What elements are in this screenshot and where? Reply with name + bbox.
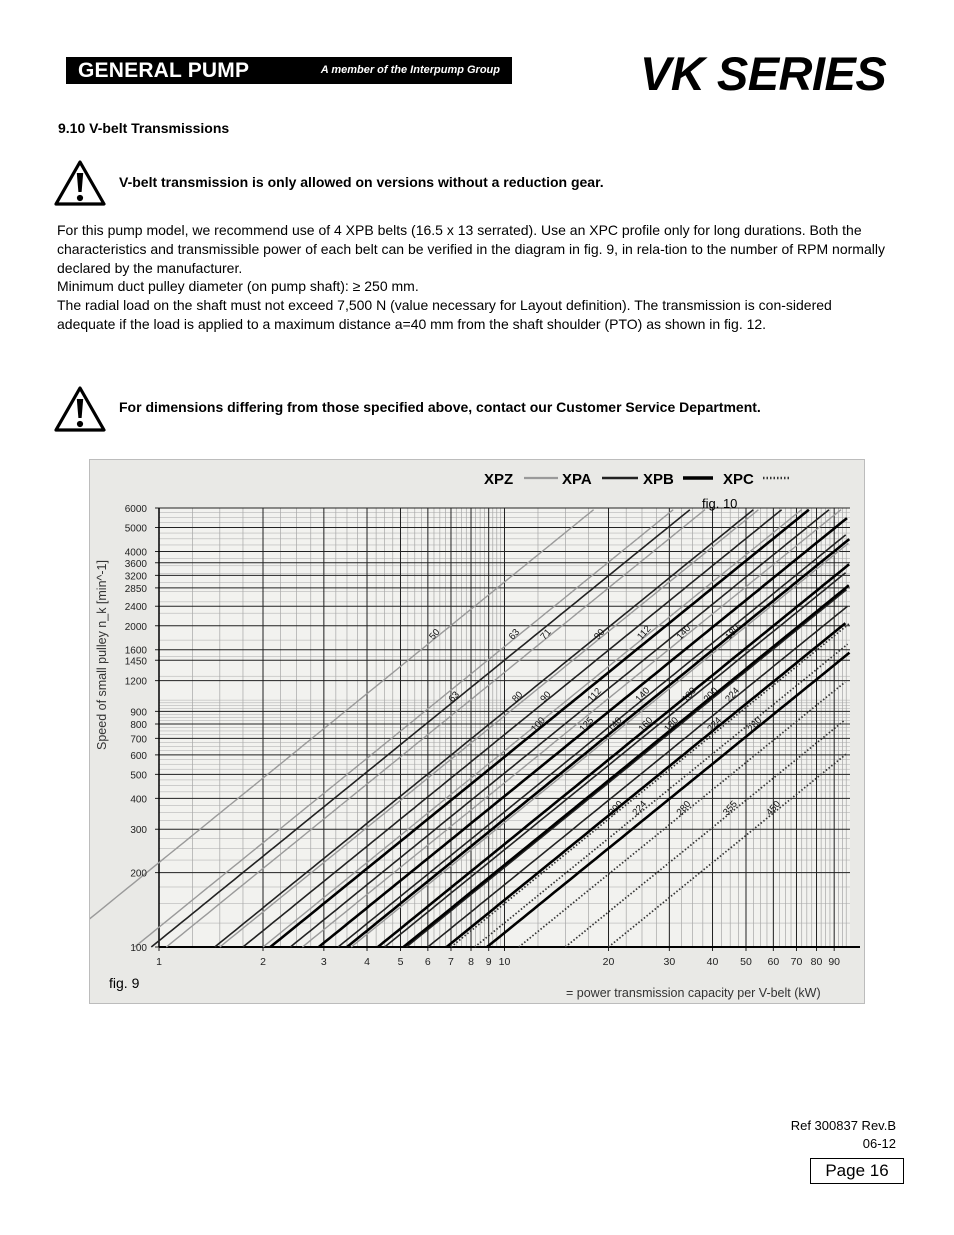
y-tick-label: 3600 [124,558,147,570]
diameter-label-xpz-63: 63 [506,627,523,643]
y-tick-label: 200 [130,868,147,880]
x-tick-label: 7 [448,956,454,968]
x-axis-label: = power transmission capacity per V-belt (kW) [566,986,821,1000]
diameter-label-xpz-140: 140 [674,623,694,643]
y-tick-label: 800 [130,720,147,732]
diameter-label-xpa-90: 90 [538,689,554,705]
diameter-label-xpa-224: 224 [723,685,742,705]
fig-9-label: fig. 9 [109,975,140,991]
diameter-label-xpb-125: 125 [577,715,597,735]
chart-legend [484,471,791,488]
diameter-label-xpc-280: 280 [674,798,694,818]
diameter-label-xpb-100: 100 [529,715,548,735]
brand-logo [66,57,512,84]
y-tick-label: 3200 [124,571,147,583]
x-tick-label: 1 [156,956,162,968]
x-tick-label: 9 [485,956,492,968]
legend-label-xpa: XPA [562,471,592,488]
warning-icon [54,160,106,206]
y-tick-label: 300 [130,825,147,837]
x-tick-label: 4 [364,956,370,968]
warning-icon [54,386,106,432]
diameter-label-xpz-50: 50 [427,627,443,643]
y-tick-label: 2000 [124,621,147,633]
y-tick-label: 500 [130,770,147,782]
legend-label-xpb: XPB [643,471,674,488]
x-tick-label: 30 [663,956,676,968]
diameter-label-xpb-280: 280 [745,715,765,735]
diameter-label-xpc-450: 450 [764,798,783,818]
x-tick-label: 5 [397,956,404,968]
x-tick-label: 40 [706,956,719,968]
x-tick-label: 80 [810,956,823,968]
y-tick-label: 6000 [124,504,147,515]
diameter-label-xpa-140: 140 [633,685,653,705]
warning-text-customer-service: For dimensions differing from those specified above, contact our Customer Service Department. [119,399,761,415]
fig-10-label: fig. 10 [702,496,738,511]
brand-name: GENERAL PUMP [78,59,250,82]
x-tick-label: 2 [260,956,266,968]
warning-text-reduction-gear: V-belt transmission is only allowed on versions without a reduction gear. [119,174,604,190]
diameter-label-xpa-63: 63 [446,689,462,705]
x-tick-label: 10 [498,956,511,968]
belt-recommendation-paragraph: For this pump model, we recommend use of 4 XPB belts (16.5 x 13 serrated). Use an XPC profile only for long durations. Both the characteristics and transmissible power of each belt can be verified in the diagram in fig. 9, in rela-tion to the number of RPM normally declared by the manufacturer. [57,222,885,276]
y-tick-label: 2850 [124,583,147,595]
diameter-label-xpb-180: 180 [662,715,681,735]
x-tick-label: 8 [468,956,474,968]
diameter-label-xpc-224: 224 [630,798,650,818]
y-tick-label: 1600 [124,645,147,657]
y-axis-label: Speed of small pulley n_k [min^-1] [95,560,109,750]
x-tick-label: 50 [740,956,752,968]
y-tick-label: 1450 [124,656,147,668]
brand-tagline: A member of the Interpump Group [320,64,500,76]
diameter-label-xpc-200: 200 [606,798,626,818]
y-tick-label: 2400 [124,602,147,614]
radial-load-paragraph: The radial load on the shaft must not exceed 7,500 N (value necessary for Layout definition). The transmission is con-sidered adequate if the load is applied to a maximum distance a=40 mm from the shaft shoulder (PTO) as shown in fig. 12. [57,297,832,332]
legend-label-xpc: XPC [723,471,754,488]
diameter-label-xpb-140: 140 [605,715,625,735]
revision-date: 06-12 [862,1136,896,1151]
x-tick-label: 3 [320,956,327,968]
diameter-label-xpz-90: 90 [592,627,608,643]
diameter-label-xpc-355: 355 [721,798,740,818]
y-tick-label: 600 [130,750,147,762]
y-tick-label: 4000 [124,547,147,559]
chart-svg [90,460,864,1003]
page-number: Page 16 [810,1158,904,1184]
diameter-label-xpa-200: 200 [701,685,721,705]
x-tick-label: 60 [767,956,780,968]
diameter-label-xpa-112: 112 [585,685,605,705]
y-tick-label: 900 [130,707,147,719]
y-tick-label: 1200 [124,676,147,688]
diameter-label-xpa-80: 80 [510,689,526,705]
y-tick-label: 5000 [124,523,147,535]
legend-label-xpz: XPZ [484,471,514,488]
diameter-label-xpz-71: 71 [538,627,554,643]
belt-power-diagram [89,459,865,1004]
diameter-label-xpz-180: 180 [723,623,743,643]
reference-number: Ref 300837 Rev.B [790,1118,896,1133]
min-pulley-diameter-paragraph: Minimum duct pulley diameter (on pump shaft): ≥ 250 mm. [57,278,419,294]
section-heading: 9.10 V-belt Transmissions [58,120,230,136]
y-tick-label: 100 [130,943,147,954]
x-tick-label: 6 [424,956,431,968]
diameter-label-xpb-224: 224 [705,715,725,735]
series-title: VK SERIES [640,47,887,100]
reference-block [791,1117,896,1153]
diameter-label-xpz-112: 112 [635,623,654,643]
y-tick-label: 700 [130,734,147,746]
x-tick-label: 20 [602,956,615,968]
x-tick-label: 70 [790,956,803,968]
diameter-label-xpa-180: 180 [680,685,699,705]
y-tick-label: 400 [130,794,147,806]
diameter-label-xpb-160: 160 [636,715,656,735]
x-tick-label: 90 [828,956,841,968]
